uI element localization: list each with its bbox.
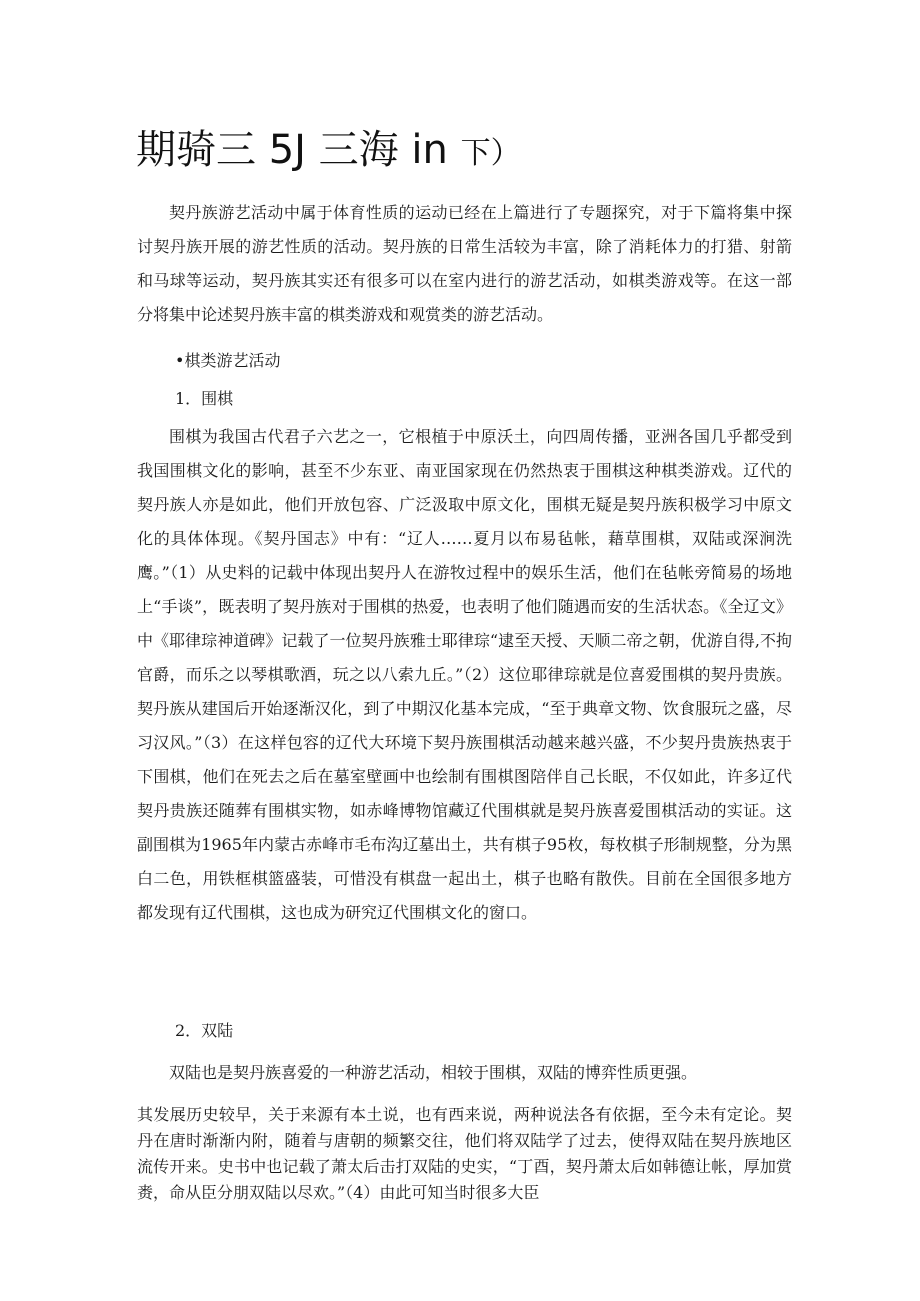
paragraph-shuanglu-body: 其发展历史较早，关于来源有本土说，也有西来说，两种说法各有依据，至今未有定论。契丹在唐时渐渐内附，随着与唐朝的频繁交往，他们将双陆学了过去，使得双陆在契丹族地区流传开来。史书中也记载了萧太后击打双陆的史实，“丁酉，契丹萧太后如韩德让帐，厚加赏赉，命从臣分朋双陆以尽欢。”（4）由此可知当时很多大臣 xyxy=(137,1105,792,1202)
subheading-weiqi: 1．围棋 xyxy=(175,389,234,408)
paragraph-weiqi: 围棋为我国古代君子六艺之一，它根植于中原沃土，向四周传播，亚洲各国几乎都受到我国围棋文化的影响，甚至不少东亚、南亚国家现在仍然热衷于围棋这种棋类游戏。辽代的契丹族人亦是如此，他们开放包容、广泛汲取中原文化，围棋无疑是契丹族积极学习中原文化的具体体现。《契丹国志》中有：“辽人……夏月以布易毡帐，藉草围棋，双陆或深涧洗鹰。”（1）从史料的记载中体现出契丹人在游牧过程中的娱乐生活，他们在毡帐旁简易的场地上“手谈”，既表明了契丹族对于围棋的热爱，也表明了他们随遇而安的生活状态。《全辽文》中《耶律琮神道碑》记载了一位契丹族雅士耶律琮“逮至天授、天顺二帝之朝，优游自得,不拘官爵，而乐之以琴棋歌酒，玩之以八索九丘。”（2）这位耶律琮就是位喜爱围棋的契丹贵族。契丹族从建国后开始逐渐汉化，到了中期汉化基本完成，“至于典章文物、饮食服玩之盛，尽习汉风。”（3）在这样包容的辽代大环境下契丹族围棋活动越来越兴盛，不少契丹贵族热衷于下围棋，他们在死去之后在墓室壁画中也绘制有围棋图陪伴自己长眠，不仅如此，许多辽代契丹贵族还随葬有围棋实物，如赤峰博物馆藏辽代围棋就是契丹族喜爱围棋活动的实证。这副围棋为1965年内蒙古赤峰市毛布沟辽墓出土，共有棋子95枚，每枚棋子形制规整，分为黑白二色，用铁框棋篮盛装，可惜没有棋盘一起出土，棋子也略有散佚。目前在全国很多地方都发现有辽代围棋，这也成为研究辽代围棋文化的窗口。 xyxy=(137,427,792,922)
subheading-shuanglu: 2．双陆 xyxy=(175,1021,234,1040)
title-suffix: 下） xyxy=(460,136,521,171)
page-title xyxy=(136,120,521,184)
section-heading: •棋类游艺活动 xyxy=(175,351,281,370)
title-main: 期骑三 5J 三海 in xyxy=(136,127,448,173)
intro-paragraph: 契丹族游艺活动中属于体育性质的运动已经在上篇进行了专题探究，对于下篇将集中探讨契丹族开展的游艺性质的活动。契丹族的日常生活较为丰富，除了消耗体力的打猎、射箭和马球等运动，契丹族其实还有很多可以在室内进行的游艺活动，如棋类游戏等。在这一部分将集中论述契丹族丰富的棋类游戏和观赏类的游艺活动。 xyxy=(137,203,792,324)
paragraph-shuanglu-intro: 双陆也是契丹族喜爱的一种游艺活动，相较于围棋，双陆的博弈性质更强。 xyxy=(169,1063,698,1082)
